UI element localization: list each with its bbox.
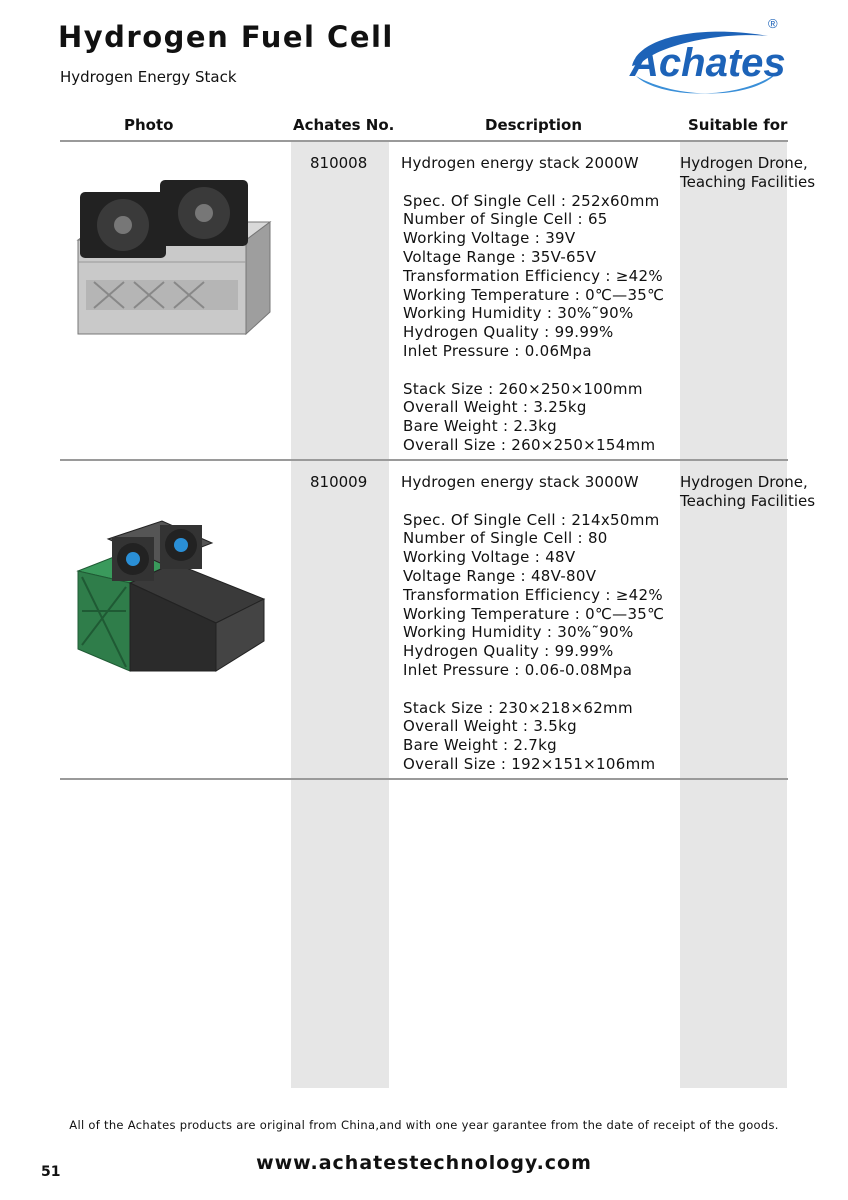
spec-line: Working Voltage : 48V [403,548,576,567]
spec-line: Inlet Pressure : 0.06-0.08Mpa [403,660,633,679]
svg-text:®: ® [768,16,778,31]
column-header-description: Description [485,116,583,134]
table-row [0,461,848,779]
item-number: 810009 [310,473,368,491]
stack-2000w-photo [64,162,280,362]
column-header-photo: Photo [124,116,174,134]
suitable-line: Hydrogen Drone, [680,154,808,172]
spec-line: Working Temperature : 0℃—35℃ [403,285,665,304]
spec-line: Transformation Efficiency : ≥42% [403,585,663,604]
item-description [401,473,677,774]
spec-line: Number of Single Cell : 65 [403,210,608,229]
size-line: Overall Weight : 3.25kg [403,398,587,417]
suitable-line: Teaching Facilities [680,491,816,510]
page-subtitle: Hydrogen Energy Stack [60,68,237,86]
guarantee-note: All of the Achates products are original from China,and with one year garantee from the date of receipt of the goods. [69,1118,779,1132]
item-name: Hydrogen energy stack 2000W [401,154,639,172]
spec-line: Hydrogen Quality : 99.99% [403,642,614,661]
page-title: Hydrogen Fuel Cell [58,20,394,54]
suitable-for [680,473,815,511]
item-description [401,154,677,455]
column-header-number: Achates No. [293,116,395,134]
spec-line: Voltage Range : 48V-80V [403,566,597,585]
size-line: Stack Size : 230×218×62mm [403,698,633,717]
achates-logo [618,14,788,104]
suitable-for [680,154,815,192]
size-line: Bare Weight : 2.7kg [403,736,557,755]
page-number: 51 [41,1164,61,1180]
spec-line: Working Temperature : 0℃—35℃ [403,604,665,623]
spec-line: Hydrogen Quality : 99.99% [403,323,614,342]
spec-line: Number of Single Cell : 80 [403,529,608,548]
spec-line: Voltage Range : 35V-65V [403,247,597,266]
suitable-line: Hydrogen Drone, [680,473,808,491]
size-line: Overall Size : 192×151×106mm [403,754,656,773]
spec-line: Inlet Pressure : 0.06Mpa [403,341,592,360]
column-header-suitable: Suitable for [688,116,788,134]
size-line: Stack Size : 260×250×100mm [403,379,643,398]
spec-line: Transformation Efficiency : ≥42% [403,266,663,285]
spec-line: Spec. Of Single Cell : 252x60mm [403,191,660,210]
spec-line: Working Voltage : 39V [403,229,576,248]
item-name: Hydrogen energy stack 3000W [401,473,639,491]
item-number: 810008 [310,154,368,172]
row-divider [60,778,788,780]
spec-line: Spec. Of Single Cell : 214x50mm [403,510,660,529]
website-link[interactable]: www.achatestechnology.com [256,1152,592,1174]
spec-line: Working Humidity : 30%˜90% [403,623,634,642]
stack-3000w-photo [64,481,280,681]
suitable-line: Teaching Facilities [680,172,816,191]
size-line: Overall Size : 260×250×154mm [403,435,656,454]
svg-text:Achates: Achates [630,41,786,85]
table-row [0,142,848,460]
size-line: Bare Weight : 2.3kg [403,417,557,436]
spec-line: Working Humidity : 30%˜90% [403,304,634,323]
size-line: Overall Weight : 3.5kg [403,717,577,736]
